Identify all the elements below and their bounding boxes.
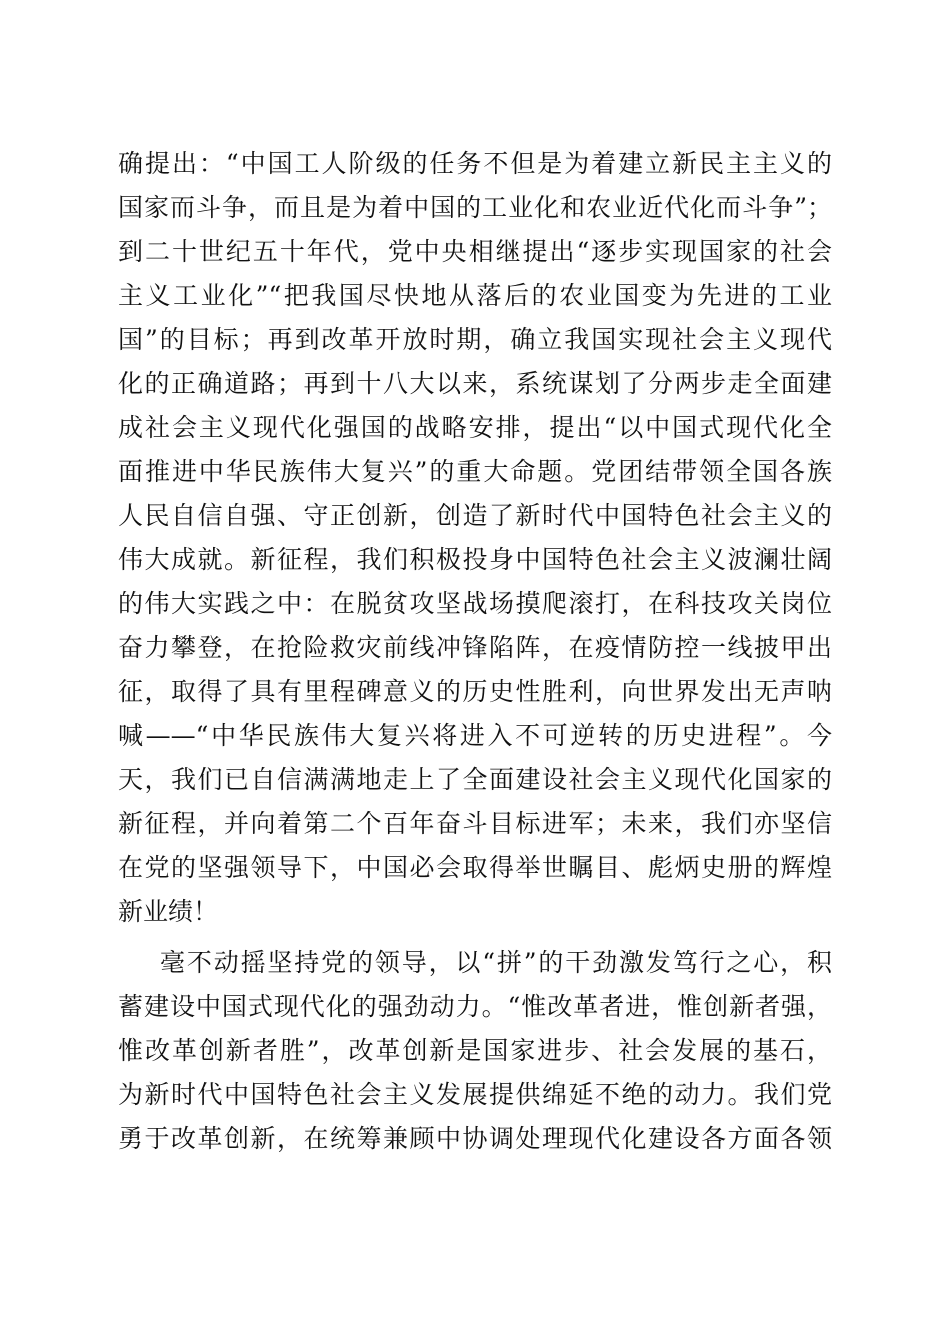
text-line: 喊——“中华民族伟大复兴将进入不可逆转的历史进程”。今 — [118, 721, 832, 750]
text-line: 确提出：“中国工人阶级的任务不但是为着建立新民主主义的 — [118, 149, 832, 178]
text-line: 征，取得了具有里程碑意义的历史性胜利，向世界发出无声呐 — [118, 677, 832, 706]
text-line: 勇于改革创新，在统筹兼顾中协调处理现代化建设各方面各领 — [118, 1124, 832, 1153]
text-line: 奋力攀登，在抢险救灾前线冲锋陷阵，在疫情防控一线披甲出 — [118, 633, 832, 662]
text-line: 人民自信自强、守正创新，创造了新时代中国特色社会主义的 — [118, 501, 832, 530]
text-line: 面推进中华民族伟大复兴”的重大命题。党团结带领全国各族 — [118, 457, 832, 486]
text-line: 化的正确道路；再到十八大以来，系统谋划了分两步走全面建 — [118, 369, 832, 398]
text-line: 国家而斗争，而且是为着中国的工业化和农业近代化而斗争”； — [118, 193, 832, 222]
text-line: 蓄建设中国式现代化的强劲动力。“惟改革者进，惟创新者强， — [118, 992, 832, 1021]
text-line: 惟改革创新者胜”，改革创新是国家进步、社会发展的基石， — [118, 1036, 832, 1065]
text-line: 伟大成就。新征程，我们积极投身中国特色社会主义波澜壮阔 — [118, 545, 832, 574]
text-line: 新征程，并向着第二个百年奋斗目标进军；未来，我们亦坚信 — [118, 809, 832, 838]
text-line: 成社会主义现代化强国的战略安排，提出“以中国式现代化全 — [118, 413, 832, 442]
text-line: 在党的坚强领导下，中国必会取得举世瞩目、彪炳史册的辉煌 — [118, 853, 832, 882]
text-line: 到二十世纪五十年代，党中央相继提出“逐步实现国家的社会 — [118, 237, 832, 266]
text-line: 为新时代中国特色社会主义发展提供绵延不绝的动力。我们党 — [118, 1080, 832, 1109]
text-line: 毫不动摇坚持党的领导，以“拼”的干劲激发笃行之心，积 — [160, 948, 832, 977]
text-line: 主义工业化”“把我国尽快地从落后的农业国变为先进的工业 — [118, 281, 832, 310]
text-line: 新业绩！ — [118, 897, 219, 926]
text-line: 天，我们已自信满满地走上了全面建设社会主义现代化国家的 — [118, 765, 832, 794]
text-line: 国”的目标；再到改革开放时期，确立我国实现社会主义现代 — [118, 325, 832, 354]
text-line: 的伟大实践之中：在脱贫攻坚战场摸爬滚打，在科技攻关岗位 — [118, 589, 832, 618]
